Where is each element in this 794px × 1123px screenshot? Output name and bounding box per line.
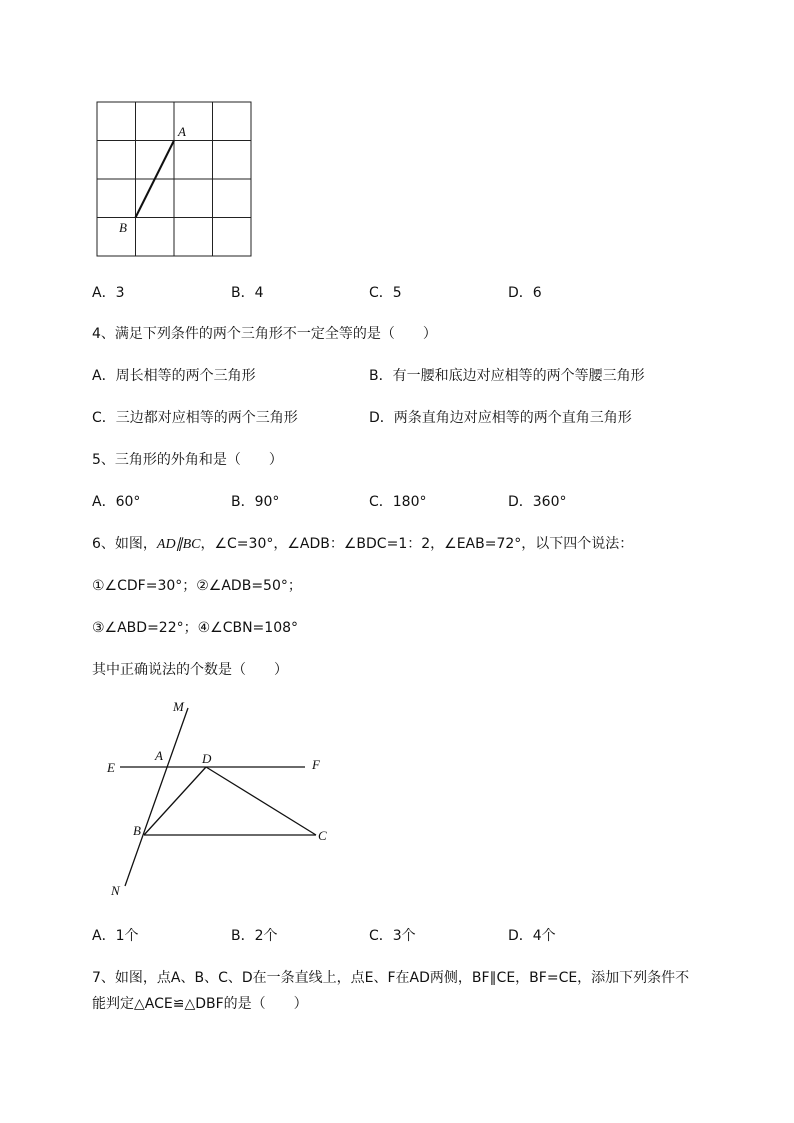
fig6-label-m: M [173,699,184,714]
q6-statements-1: ①∠CDF=30°；②∠ADB=50°； [92,578,302,594]
segment-dc [206,767,316,835]
q6-stem-prefix: 6、如图， [92,536,157,552]
figure-6 [100,696,340,904]
fig6-label-c: C [318,828,327,843]
q3-option-d[interactable]: D．6 [508,285,542,301]
q6-statements-2: ③∠ABD=22°；④∠CBN=108° [92,620,299,636]
grid-figure [96,101,254,259]
fig6-label-n: N [111,883,120,898]
q6-stem [92,534,633,555]
q6-angle-eab: ∠EAB=72°，以下四个说法： [444,536,634,552]
q3-option-a[interactable]: A．3 [92,285,125,301]
q5-option-b[interactable]: B．90° [231,494,280,510]
q6-option-d[interactable]: D．4个 [508,928,556,944]
grid-label-a: A [178,124,186,139]
fig6-label-a: A [155,748,163,763]
q6-ad-parallel-bc: AD∥BC [156,537,201,552]
q5-option-a[interactable]: A．60° [92,494,141,510]
q5-option-c[interactable]: C．180° [369,494,427,510]
q5-stem: 5、三角形的外角和是（ ） [92,452,283,468]
q6-angle-c: ，∠C=30°， [200,536,288,552]
q3-option-b[interactable]: B．4 [231,285,264,301]
q4-option-a[interactable]: A．周长相等的两个三角形 [92,368,256,384]
q5-option-d[interactable]: D．360° [508,494,567,510]
grid-label-b: B [119,220,127,235]
fig6-label-f: F [312,757,320,772]
q6-question: 其中正确说法的个数是（ ） [92,662,288,678]
q7-stem-line1: 7、如图，点A、B、C、D在一条直线上，点E、F在AD两侧，BF∥CE，BF=CE，添加下列条件不 [92,970,690,986]
q4-option-d[interactable]: D．两条直角边对应相等的两个直角三角形 [369,410,632,426]
q6-option-a[interactable]: A．1个 [92,928,139,944]
q6-option-b[interactable]: B．2个 [231,928,278,944]
q3-option-c[interactable]: C．5 [369,285,402,301]
q6-ratio: ∠ADB：∠BDC=1：2， [287,536,445,552]
q4-option-c[interactable]: C．三边都对应相等的两个三角形 [92,410,298,426]
q6-option-c[interactable]: C．3个 [369,928,416,944]
q7-stem-line2: 能判定△ACE≌△DBF的是（ ） [92,996,308,1012]
q4-option-b[interactable]: B．有一腰和底边对应相等的两个等腰三角形 [369,368,645,384]
q4-stem: 4、满足下列条件的两个三角形不一定全等的是（ ） [92,326,437,342]
fig6-label-d: D [202,751,212,766]
fig6-label-b: B [133,823,141,838]
fig6-label-e: E [107,760,115,775]
segment-bd [144,767,206,835]
